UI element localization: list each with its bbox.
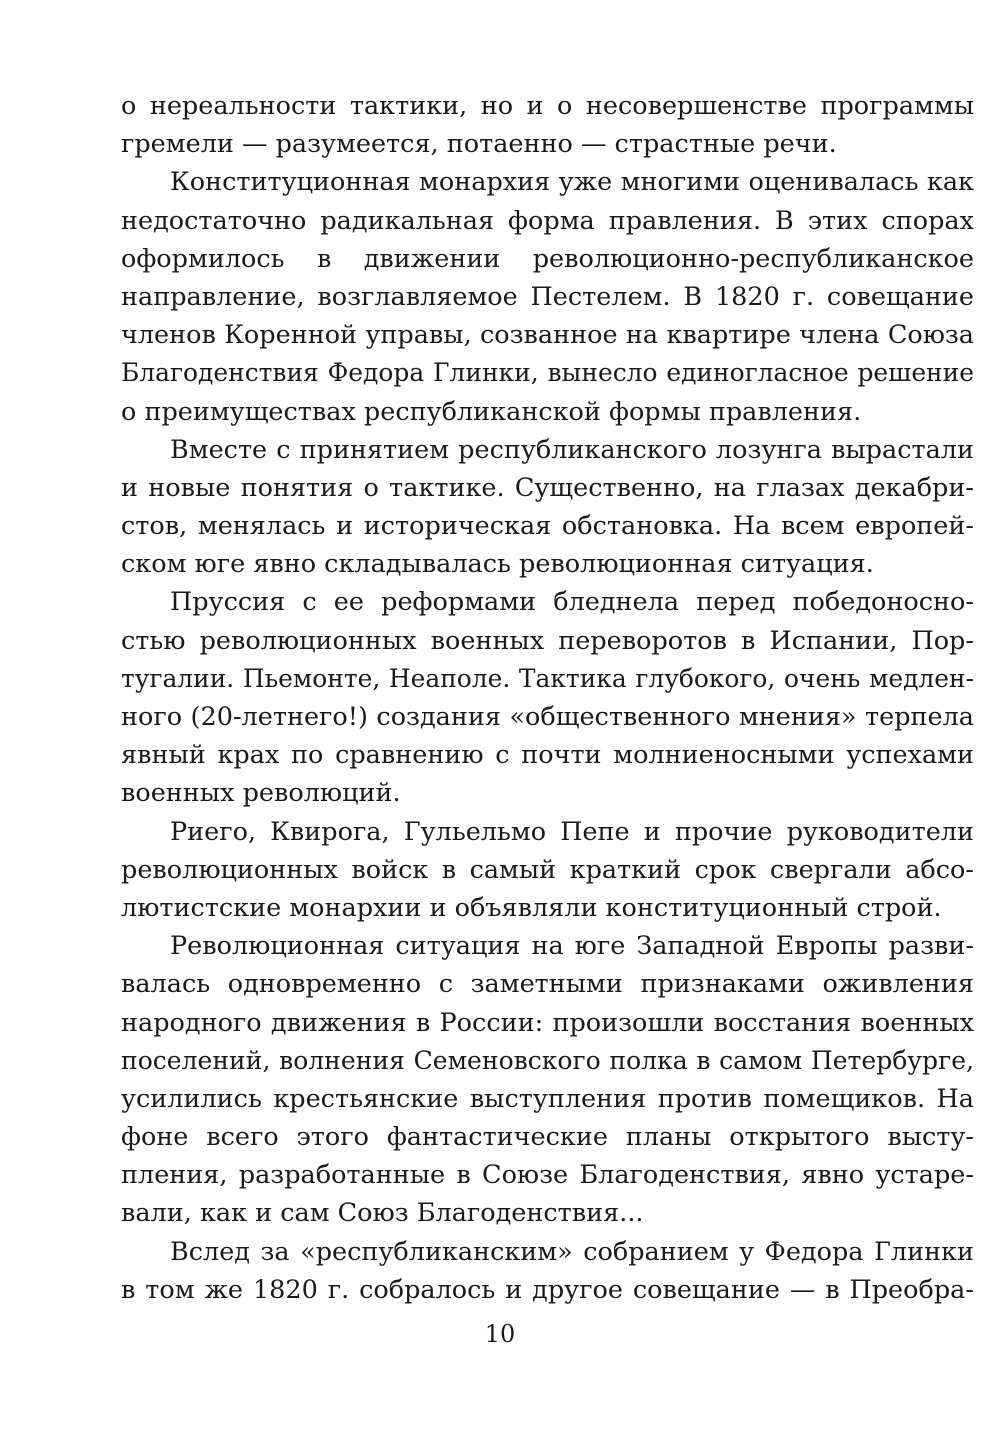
text-line: поселений, волнения Семеновского полка в самом Петербурге, <box>121 1045 974 1075</box>
paragraph <box>121 813 974 928</box>
paragraph <box>121 927 974 1233</box>
text-line: военных революций. <box>121 778 401 809</box>
text-line: Риего, Квирога, Гульельмо Пепе и прочие руководители <box>170 816 974 847</box>
paragraph <box>121 163 974 430</box>
text-line: Пруссия с ее реформами бледнела перед победоносно- <box>170 587 974 618</box>
text-line: пления, разработанные в Союзе Благоденствия, явно устаре- <box>121 1160 974 1191</box>
text-line: явный крах по сравнению с почти молниеносными успехами <box>121 740 974 771</box>
text-line: тугалии. Пьемонте, Неаполе. Тактика глубокого, очень медлен- <box>121 663 974 693</box>
text-line: вали, как и сам Союз Благоденствия... <box>121 1198 644 1229</box>
page-number: 10 <box>484 1320 516 1348</box>
text-line: членов Коренной управы, созванное на квартире члена Союза <box>121 320 974 351</box>
text-line: усилились крестьянские выступления против помещиков. На <box>121 1083 974 1114</box>
text-line: революционных войск в самый краткий срок свергали абсо- <box>121 854 974 885</box>
text-line: Вместе с принятием республиканского лозунга вырастали <box>170 434 974 465</box>
text-line: стов, менялась и историческая обстановка. На всем европей- <box>121 511 974 542</box>
text-line: направление, возглавляемое Пестелем. В 1820 г. совещание <box>121 281 974 312</box>
text-line: о преимуществах республиканской формы правления. <box>121 396 862 427</box>
text-line: ском юге явно складывалась революционная ситуация. <box>121 549 874 580</box>
paragraph <box>121 431 974 584</box>
text-line: и новые понятия о тактике. Существенно, на глазах декабри- <box>121 472 974 503</box>
text-line: фоне всего этого фантастические планы открытого высту- <box>121 1122 974 1153</box>
text-line: недостаточно радикальная форма правления. В этих спорах <box>121 205 974 236</box>
text-line: валась одновременно с заметными признаками оживления <box>121 969 974 1000</box>
text-line: в том же 1820 г. собралось и другое совещание — в Преобра- <box>121 1274 974 1305</box>
paragraph <box>121 87 974 163</box>
body-text <box>121 87 974 1309</box>
paragraph <box>121 1233 974 1309</box>
text-line: Конституционная монархия уже многими оценивалась как <box>170 167 974 198</box>
text-line: гремели — разумеется, потаенно — страстные речи. <box>121 129 837 160</box>
paragraph <box>121 583 974 812</box>
text-line: народного движения в России: произошли восстания военных <box>121 1007 974 1038</box>
text-line: ного (20-летнего!) создания «общественного мнения» терпела <box>121 702 974 732</box>
text-line: оформилось в движении революционно-республиканское <box>121 243 974 274</box>
text-line: стью революционных военных переворотов в Испании, Пор- <box>121 625 974 656</box>
text-line: Вслед за «республиканским» собранием у Федора Глинки <box>170 1236 974 1267</box>
text-line: Благоденствия Федора Глинки, вынесло единогласное решение <box>121 358 974 388</box>
text-line: лютистские монархии и объявляли конституционный строй. <box>121 892 942 923</box>
text-line: Революционная ситуация на юге Западной Европы разви- <box>170 931 974 962</box>
text-line: о нереальности тактики, но и о несовершенстве программы <box>121 91 974 121</box>
